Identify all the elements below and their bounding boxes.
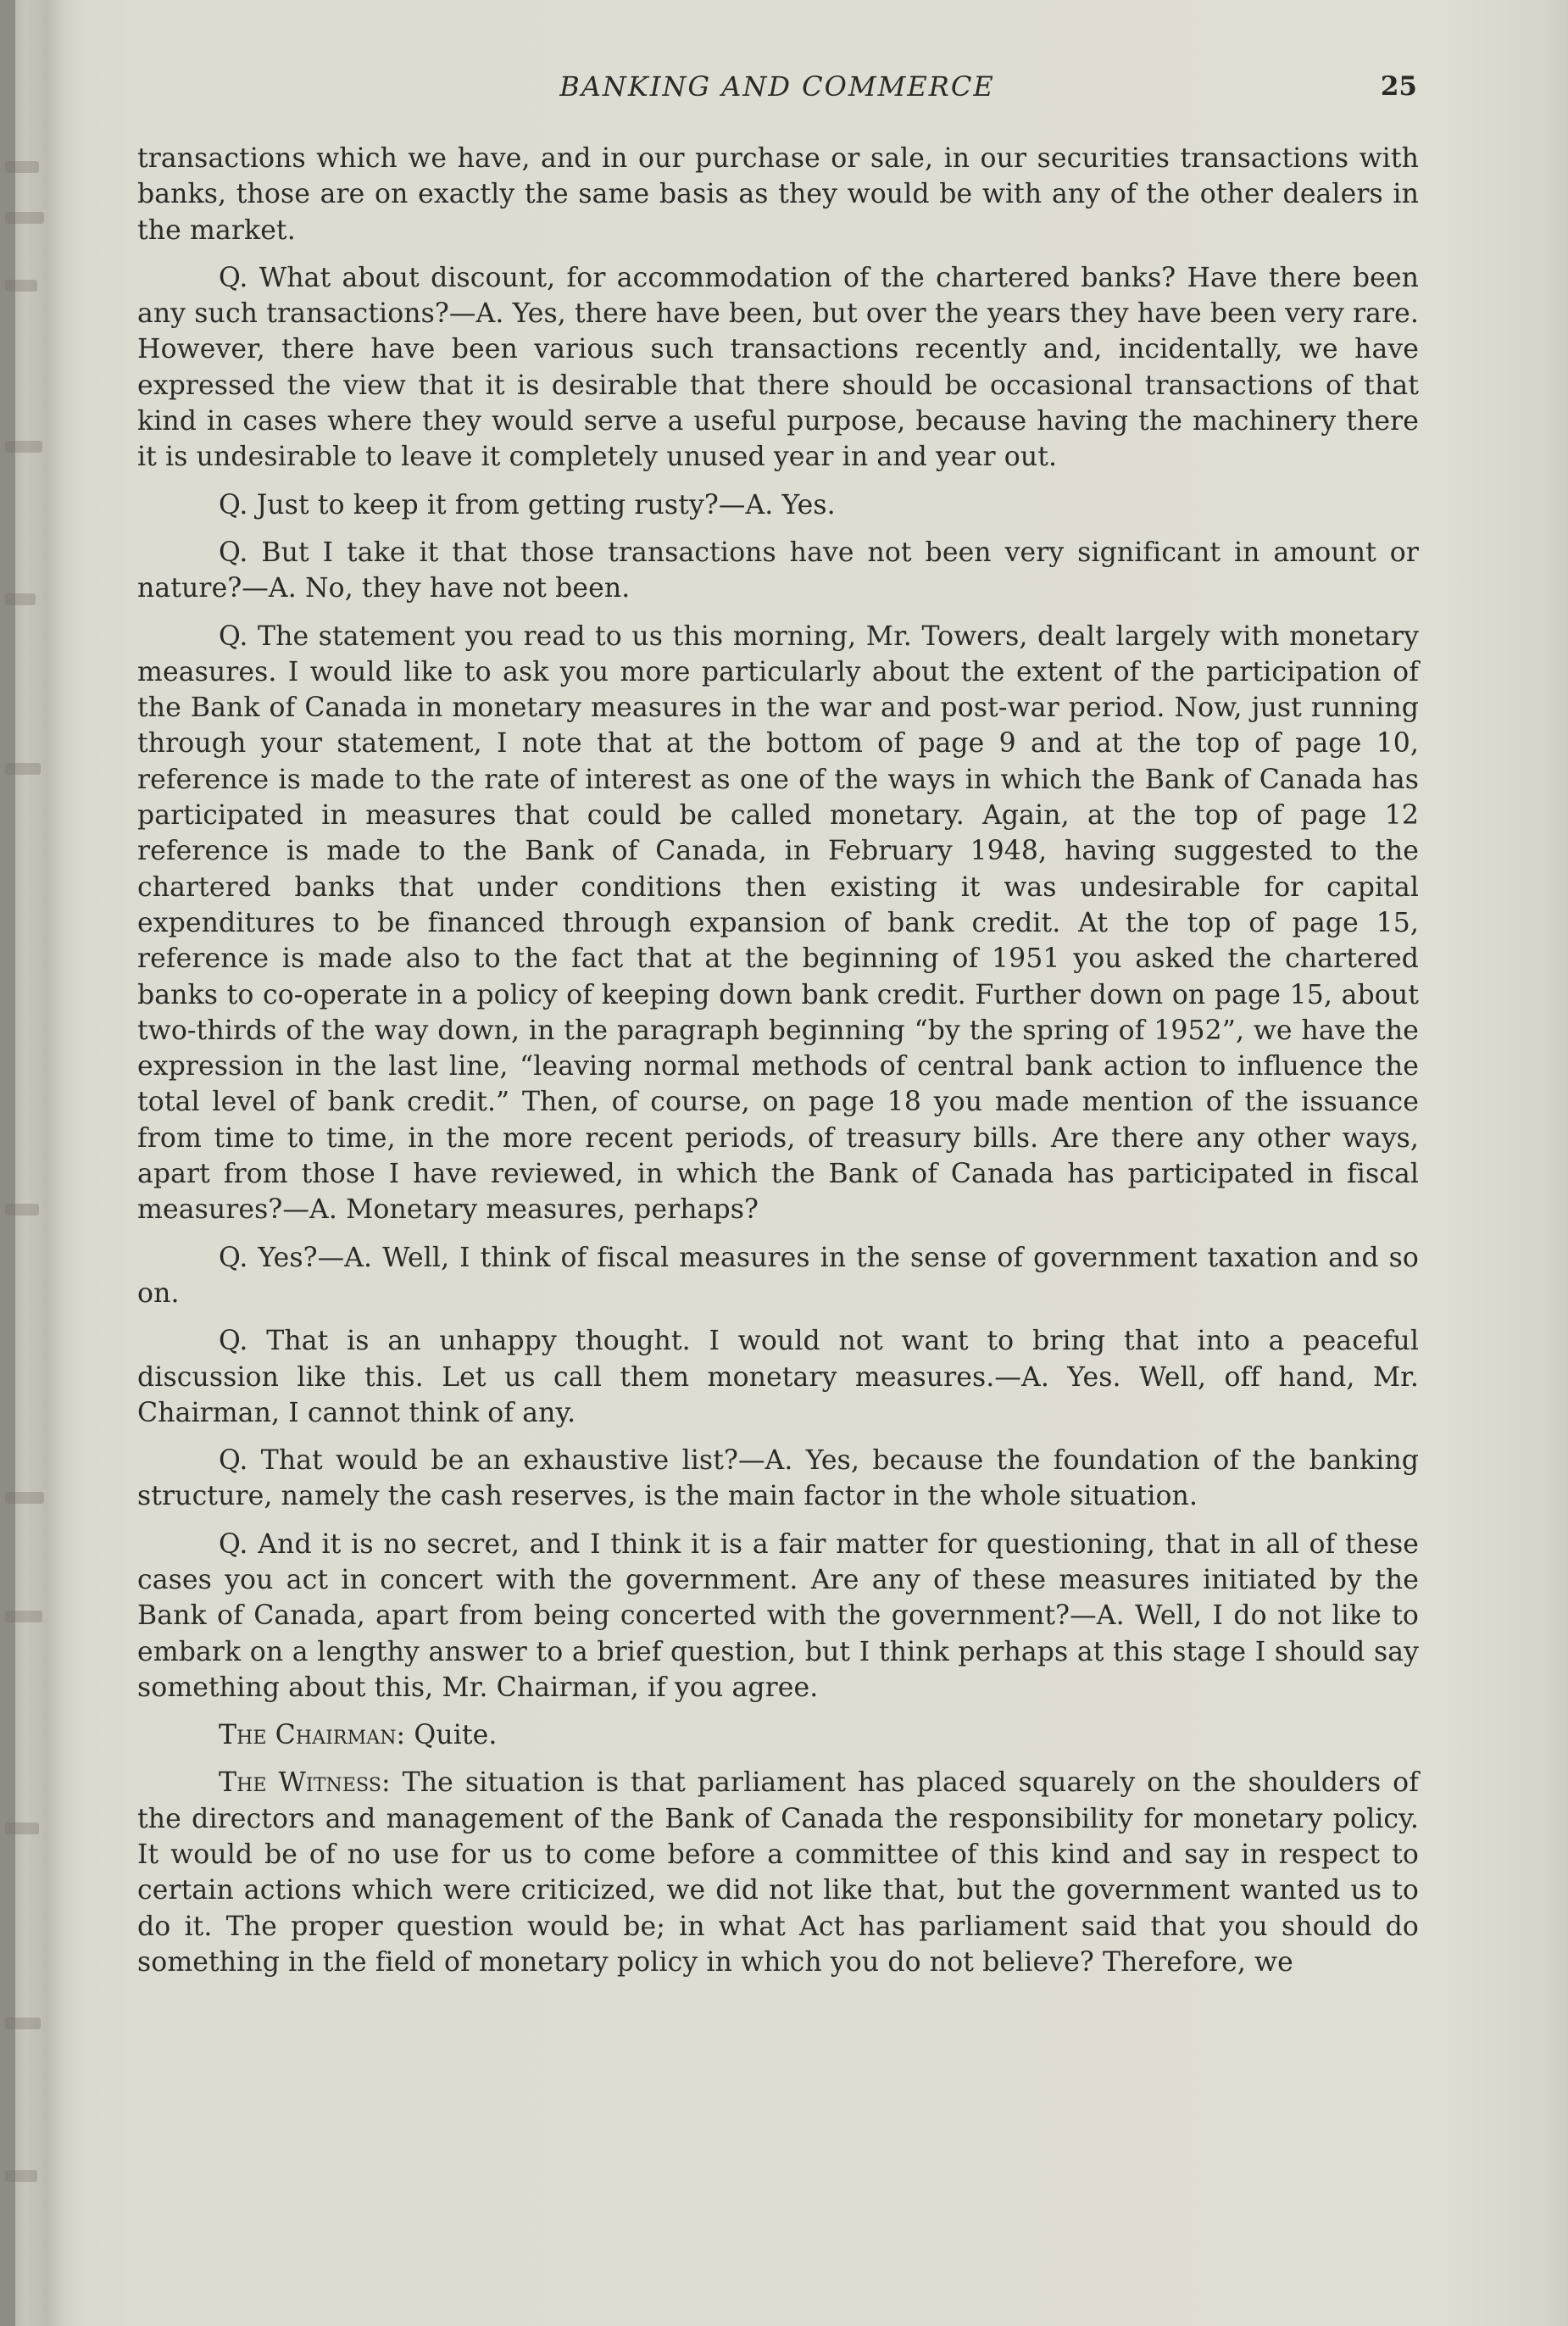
paragraph: Q. Just to keep it from getting rusty?—A. Yes. bbox=[219, 489, 836, 520]
paragraph: Q. The statement you read to us this morning, Mr. Towers, dealt largely with monetary measures. I would like to ask you more particularly about the extent of the participation of the Bank of Canada in monetary measures in the war and post-war period. Now, just running through your statement, I note that at the bottom of page 9 and at the top of page 10, reference is made to the rate of interest as one of the ways in which the Bank of Canada has participated in measures that could be called monetary. Again, at the top of page 12 reference is made to the Bank of Canada, in February 1948, having suggested to the chartered banks that under conditions then existing it was undesirable for capital expenditures to be financed through expansion of bank credit. At the top of page 15, reference is made also to the fact that at the beginning of 1951 you asked the chartered banks to co-operate in a policy of keeping down bank credit. Further down on page 15, about two-thirds of the way down, in the paragraph beginning “by the spring of 1952”, we have the expression in the last line, “leaving normal methods of central bank action to influence the total level of bank credit.” Then, of course, on page 18 you made mention of the issuance from time to time, in the more recent periods, of treasury bills. Are there any other ways, apart from those I have reviewed, in which the Bank of Canada has participated in fiscal measures?—A. Monetary measures, perhaps? bbox=[137, 620, 1419, 1226]
bleed-through-mark bbox=[5, 441, 42, 453]
bleed-through-mark bbox=[5, 161, 39, 173]
bleed-through-mark bbox=[5, 2017, 41, 2029]
paragraph: Q. But I take it that those transactions have not been very significant in amount or nature?—A. No, they have not been. bbox=[137, 537, 1419, 604]
book-spine bbox=[0, 0, 78, 2326]
speech-text: Quite. bbox=[405, 1720, 498, 1751]
paragraph-chairman bbox=[137, 1717, 1419, 1753]
bleed-through-mark bbox=[5, 212, 44, 224]
running-title: BANKING AND COMMERCE bbox=[559, 70, 995, 103]
paragraph: transactions which we have, and in our purchase or sale, in our securities transactions with banks, those are on exactly the same basis as they would be with any of the other dealers in the market. bbox=[137, 143, 1419, 246]
speech-text: The situation is that parliament has placed squarely on the shoulders of the directors and management of the Bank of Canada the responsibility for monetary policy. It would be of no use for us to come before a committee of this kind and say in respect to certain actions which were criticized, we did not like that, but the government wanted us to do it. The proper question would be; in what Act has parliament said that you should do something in the field of monetary policy in which you do not believe? Therefore, we bbox=[137, 1767, 1420, 1978]
speaker-label: The Chairman: bbox=[219, 1720, 406, 1751]
bleed-through-mark bbox=[5, 1204, 39, 1216]
page-number: 25 bbox=[1380, 71, 1417, 102]
paragraph: Q. Yes?—A. Well, I think of fiscal measures in the sense of government taxation and so on. bbox=[137, 1242, 1419, 1309]
paragraph-witness bbox=[137, 1765, 1419, 1980]
body-text bbox=[137, 141, 1419, 1992]
bleed-through-mark bbox=[5, 280, 37, 292]
bleed-through-mark bbox=[5, 2170, 37, 2182]
bleed-through-mark bbox=[5, 1822, 39, 1834]
speaker-label: The Witness: bbox=[219, 1767, 391, 1799]
spine-shadow bbox=[0, 0, 15, 2326]
page-header bbox=[137, 66, 1417, 107]
bleed-through-mark bbox=[5, 593, 36, 605]
paragraph: Q. And it is no secret, and I think it is a fair matter for questioning, that in all of these cases you act in concert with the government. Are any of these measures initiated by the Bank of Canada, apart from being concerted with the government?—A. Well, I do not like to embark on a lengthy answer to a brief question, but I think perhaps at this stage I should say something about this, Mr. Chairman, if you agree. bbox=[137, 1528, 1419, 1703]
bleed-through-mark bbox=[5, 1492, 44, 1504]
paragraph: Q. That is an unhappy thought. I would not want to bring that into a peaceful discussion like this. Let us call them monetary measures.—A. Yes. Well, off hand, Mr. Chairman, I cannot think of any. bbox=[137, 1326, 1419, 1428]
paragraph: Q. What about discount, for accommodation of the chartered banks? Have there been any such transactions?—A. Yes, there have been, but over the years they have been very rare. However, there have been various such transactions recently and, incidentally, we have expressed the view that it is desirable that there should be occasional transactions of that kind in cases where they would serve a useful purpose, because having the machinery there it is undesirable to leave it completely unused year in and year out. bbox=[137, 262, 1419, 473]
paragraph: Q. That would be an exhaustive list?—A. Yes, because the foundation of the banking structure, namely the cash reserves, is the main factor in the whole situation. bbox=[137, 1445, 1419, 1512]
bleed-through-mark bbox=[5, 1611, 42, 1622]
bleed-through-mark bbox=[5, 763, 41, 775]
